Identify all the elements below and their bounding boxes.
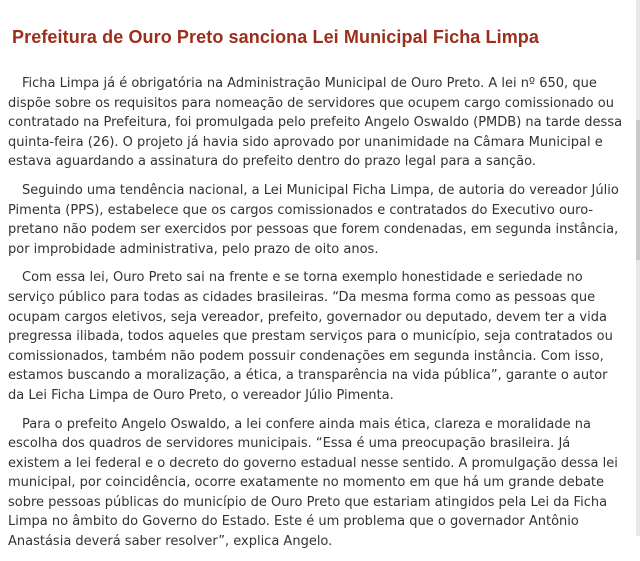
article-paragraph-3: Com essa lei, Ouro Preto sai na frente e se torna exemplo honestidade e seriedade no serviço público para todas as cidades brasileiras. “Da mesma forma como as pessoas que ocupam cargos eletivos, seja vereador, prefeito, governador ou deputado, devem ter a vida pregressa ilibada, todos aqueles que prestam serviços para o município, seja contratados ou comissionados, também não podem possuir condenações em segunda instância. Com isso, estamos buscando a moralização, a ética, a transparência na vida pública”, garante o autor da Lei Ficha Limpa de Ouro Preto, o vereador Júlio Pimenta. <box>8 270 613 403</box>
scrollbar-thumb[interactable] <box>636 120 640 260</box>
scrollbar[interactable] <box>636 0 640 536</box>
article-paragraph-4: Para o prefeito Angelo Oswaldo, a lei confere ainda mais ética, clareza e moralidade na escolha dos quadros de servidores municipais. “Essa é uma preocupação brasileira. Já existem a lei federal e o decreto do governo estadual nesse sentido. A promulgação dessa lei municipal, por coincidência, ocorre exatamente no momento em que há um grande debate sobre pessoas públicas do município de Ouro Preto que estariam atingidos pela Lei da Ficha Limpa no âmbito do Governo do Estado. Este é um problema que o governador Antônio Anastásia deverá saber resolver”, explica Angelo. <box>8 416 618 550</box>
page-title: Prefeitura de Ouro Preto sanciona Lei Municipal Ficha Limpa <box>12 27 540 47</box>
article-body <box>8 74 624 561</box>
article-paragraph-1: Ficha Limpa já é obrigatória na Administração Municipal de Ouro Preto. A lei nº 650, que dispõe sobre os requisitos para nomeação de servidores que ocupem cargo comissionado ou contratado na Prefeitura, foi promulgada pelo prefeito Angelo Oswaldo (PMDB) na tarde dessa quinta-feira (26). O projeto já havia sido aprovado por unanimidade na Câmara Municipal e estava aguardando a assinatura do prefeito dentro do prazo legal para a sanção. <box>8 76 623 170</box>
article-paragraph-2: Seguindo uma tendência nacional, a Lei Municipal Ficha Limpa, de autoria do vereador Júlio Pimenta (PPS), estabelece que os cargos comissionados e contratados do Executivo ouro-pretano não podem ser exercidos por pessoas que forem condenadas, em segunda instância, por improbidade administrativa, pelo prazo de oito anos. <box>8 182 619 257</box>
